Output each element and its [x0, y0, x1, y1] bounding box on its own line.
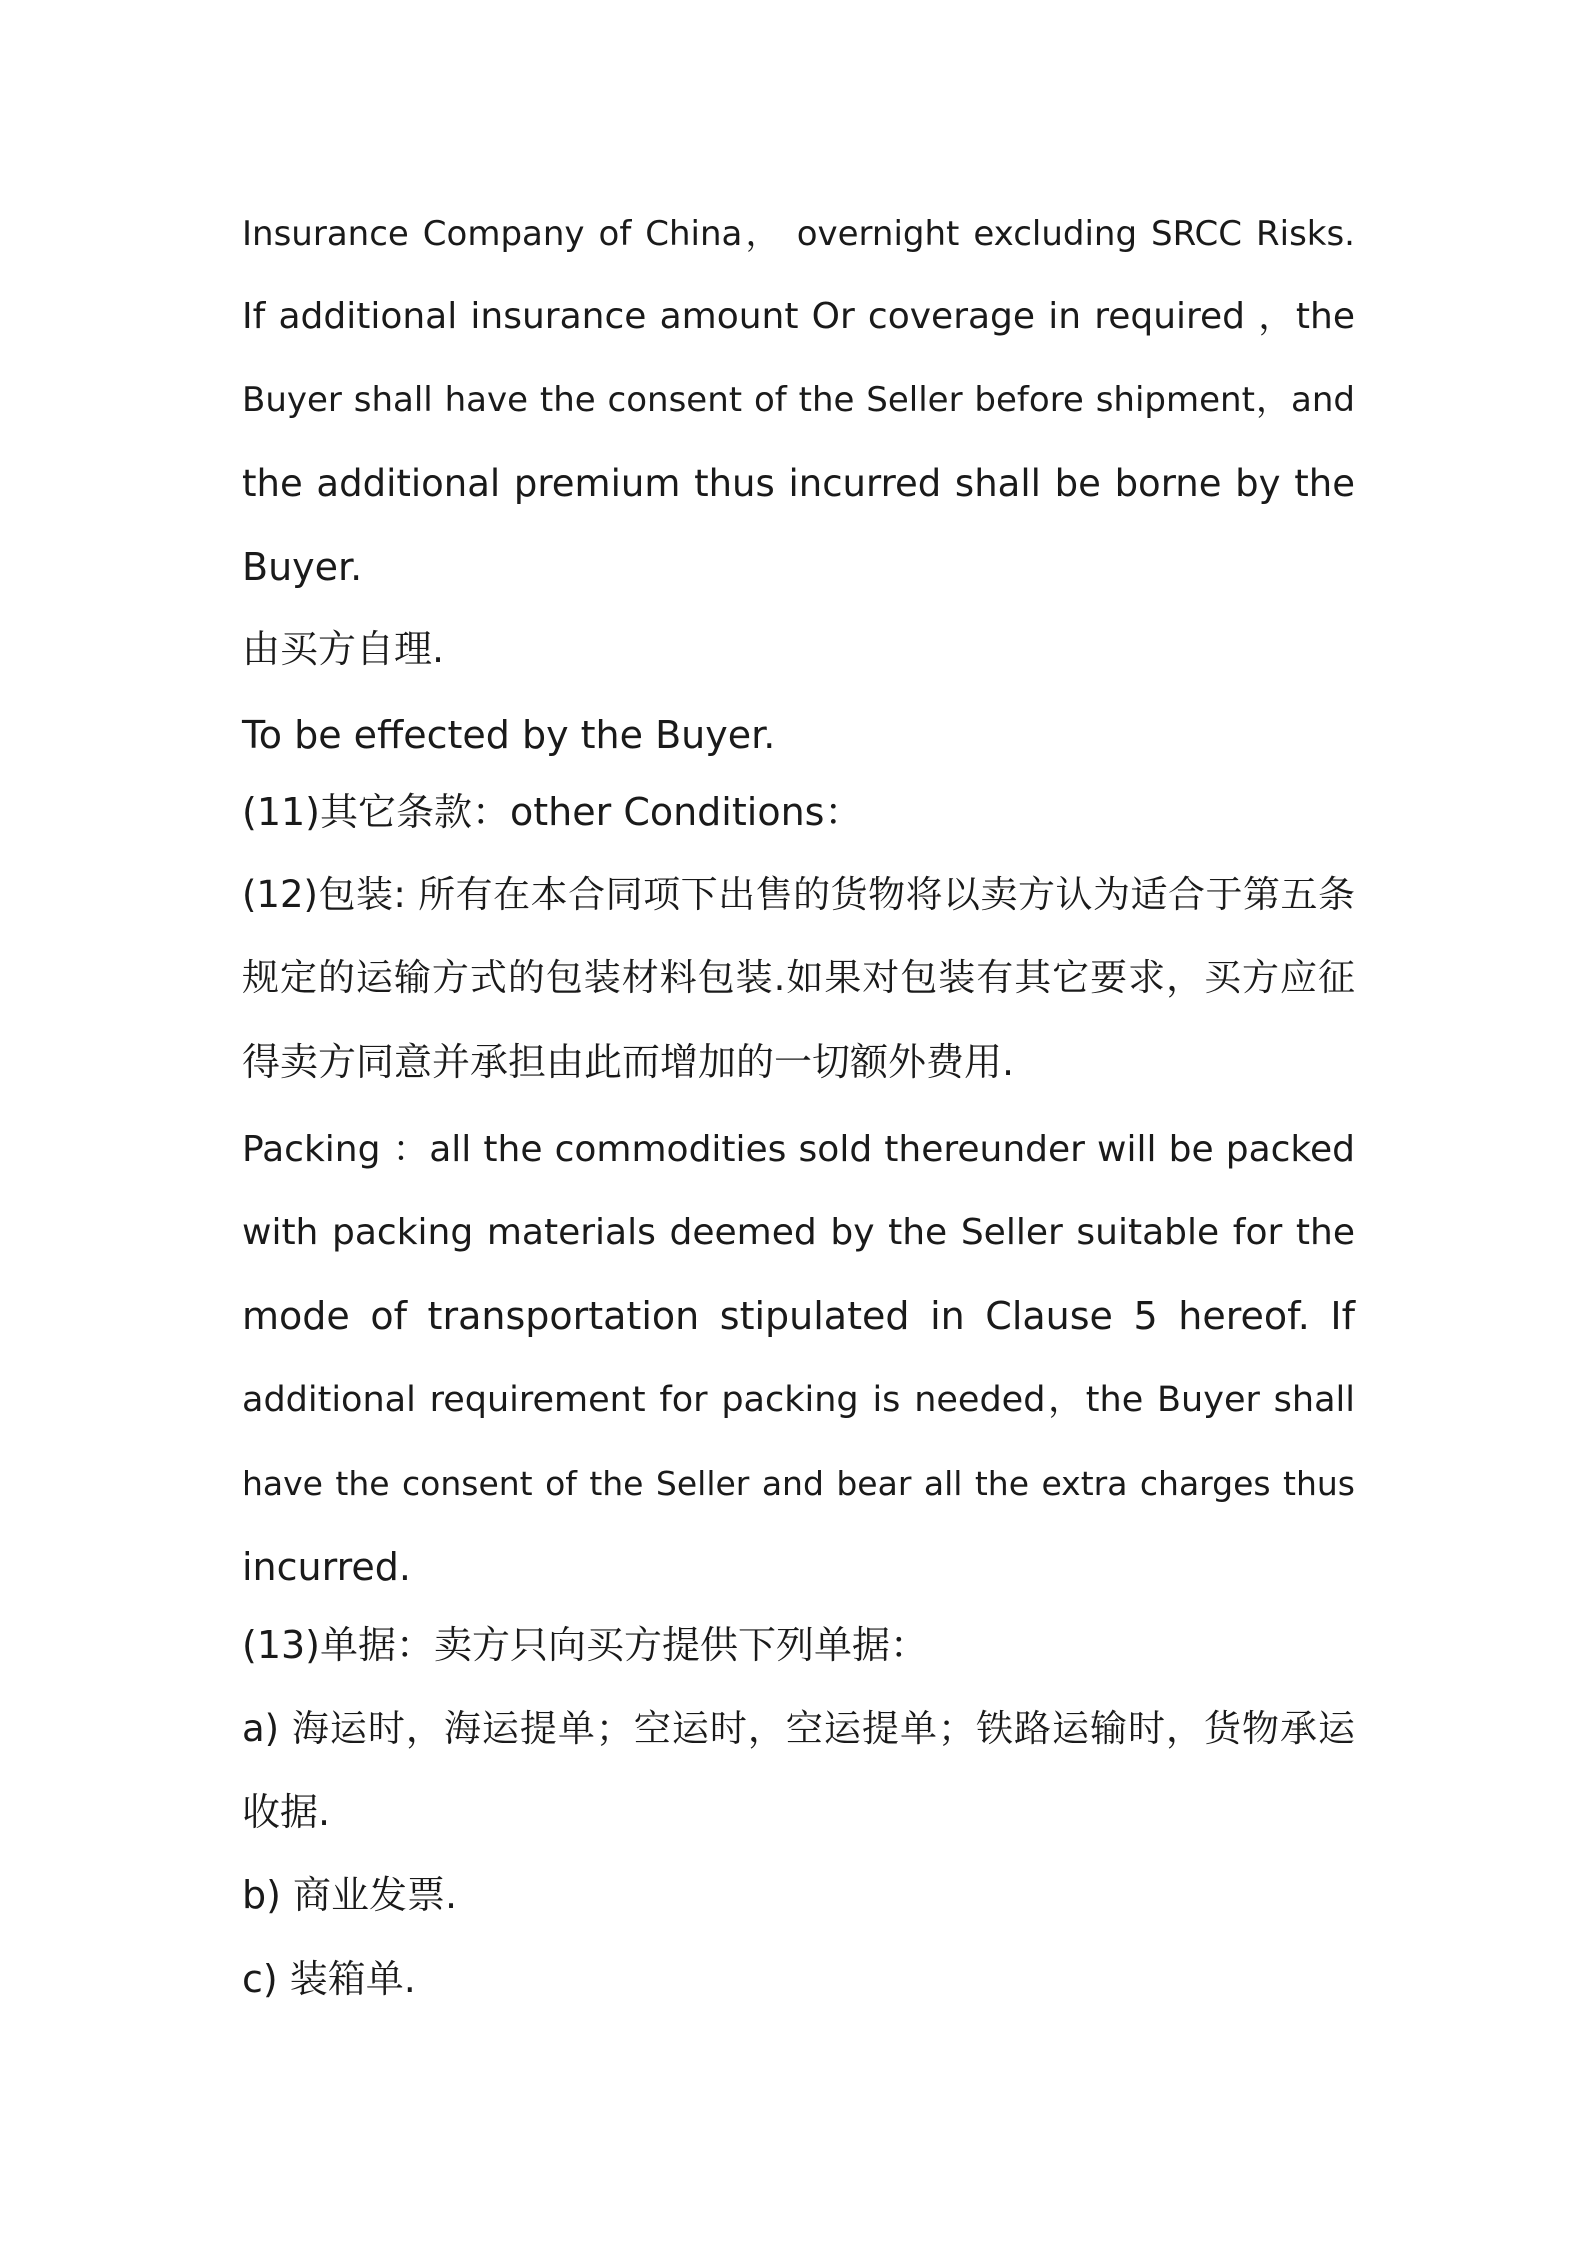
text-line-15: additional requirement for packing is needed，the Buyer shall: [242, 1380, 1355, 1420]
text-line-20: 收据.: [242, 1790, 331, 1834]
text-line-13: with packing materials deemed by the Seller suitable for the: [242, 1212, 1355, 1253]
text-line-18: (13)单据：卖方只向买方提供下列单据：: [242, 1623, 929, 1667]
text-line-5: Buyer.: [242, 545, 363, 589]
text-line-10: 规定的运输方式的包装材料包装.如果对包装有其它要求，买方应征: [242, 956, 1355, 999]
text-line-17: incurred.: [242, 1545, 411, 1589]
text-line-11: 得卖方同意并承担由此而增加的一切额外费用.: [242, 1040, 1015, 1084]
text-line-16: have the consent of the Seller and bear all the extra charges thus: [242, 1464, 1355, 1503]
text-line-19: a) 海运时，海运提单；空运时，空运提单；铁路运输时，货物承运: [242, 1707, 1355, 1750]
text-line-12: Packing ：all the commodities sold thereunder will be packed: [242, 1129, 1355, 1170]
text-line-2: If additional insurance amount Or coverage in required ，the: [242, 296, 1355, 337]
text-line-4: the additional premium thus incurred shall be borne by the: [242, 462, 1355, 505]
text-line-7: To be effected by the Buyer.: [242, 713, 776, 757]
text-line-21: b) 商业发票.: [242, 1873, 458, 1917]
text-line-9: (12)包装: 所有在本合同项下出售的货物将以卖方认为适合于第五条: [242, 873, 1355, 916]
text-line-6: 由买方自理.: [242, 627, 445, 671]
text-line-8: (11)其它条款：other Conditions：: [242, 790, 863, 834]
text-line-1: Insurance Company of China， overnight excluding SRCC Risks.: [242, 214, 1355, 254]
text-line-3: Buyer shall have the consent of the Seller before shipment，and: [242, 380, 1355, 420]
text-line-22: c) 装箱单.: [242, 1957, 416, 2001]
text-line-14: mode of transportation stipulated in Clause 5 hereof. If: [242, 1294, 1355, 1338]
